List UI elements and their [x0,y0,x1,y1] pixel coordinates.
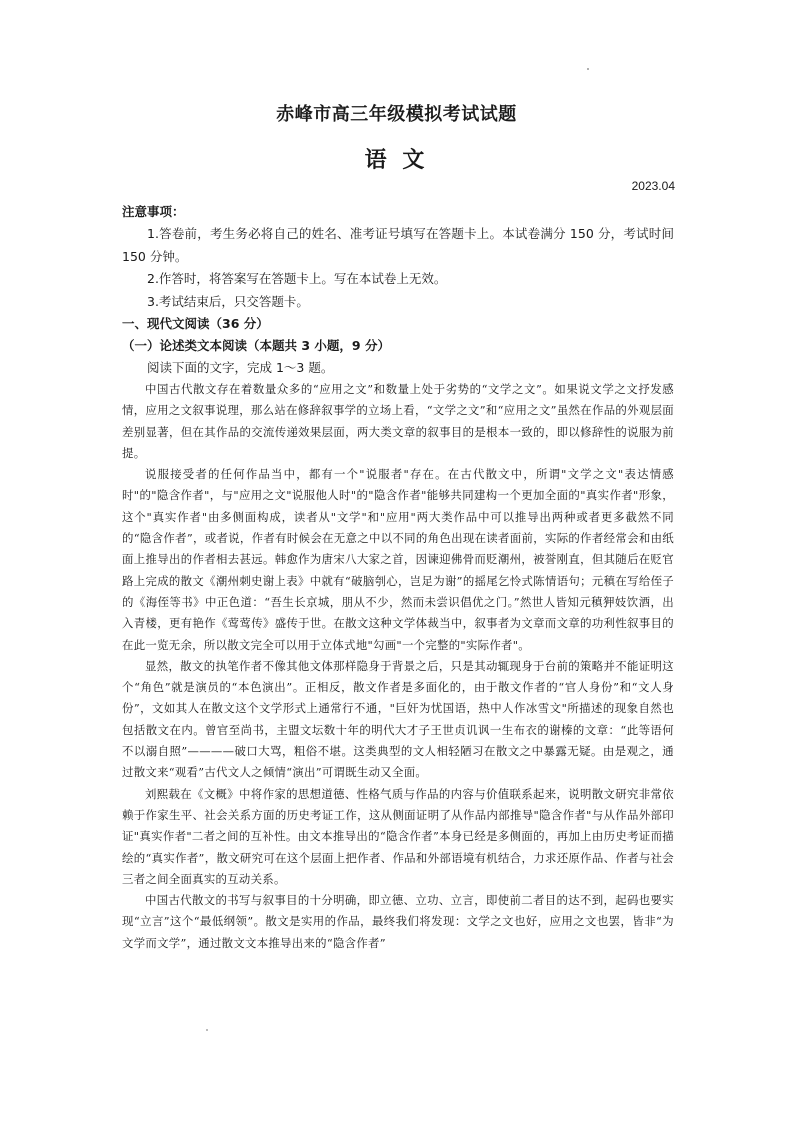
exam-title: 赤峰市高三年级模拟考试试题 [276,104,517,125]
passage-paragraph-1: 中国古代散文存在着数量众多的“应用之文”和数量上处于劣势的“文学之文”。如果说文学之文抒发感情，应用之文叙事说理，那么站在修辞叙事学的立场上看，“文学之文”和“应用之文”虽然在作品的外观层面差别显著，但在其作品的交流传递效果层面，两大类文章的叙事目的是根本一致的，即以修辞性的说服为前提。 [122,382,674,460]
section-heading: 一、现代文阅读（36 分） [122,316,269,331]
passage-paragraph-4: 刘熙载在《文概》中将作家的思想道德、性格气质与作品的内容与价值联系起来，说明散文研究非常依赖于作家生平、社会关系方面的历史考证工作，这从侧面证明了从作品内部推导"隐含作者"与从作品外部印证"真实作者"二者之间的互补性。由文本推导出的“隐含作者”本身已经是多侧面的，再加上由历史考证而描绘的“真实作者”，散文研究可在这个层面上把作者、作品和外部语境有机结合，力求还原作品、作者与社会三者之间全面真实的互动关系。 [122,786,674,886]
notice-item-3: 3.考试结束后，只交答题卡。 [147,293,309,309]
reading-instruction: 阅读下面的文字，完成 1～3 题。 [147,360,334,375]
scan-speck [587,68,589,70]
notice-heading: 注意事项： [122,204,185,219]
passage-paragraph-2: 说服接受者的任何作品当中，都有一个"说服者"存在。在古代散文中，所谓"文学之文"表达情感时"的"隐含作者"，与"应用之文"说服他人时"的"隐含作者"能够共同建构一个更加全面的"真实作者"形象，这个"真实作者"由多侧面构成，读者从"文学"和"应用"两大类作品中可以推导出两种或者更多截然不同的“隐含作者”，或者说，作者有时候会在无意之中以不同的角色出现在读者面前，实际的作者经常会和由纸面上推导出的作者相去甚远。韩愈作为唐宋八大家之首，因谏迎佛骨而贬潮州，被誉刚直，但其随后在贬官路上完成的散文《潮州刺史谢上表》中就有“破脑刳心，岂足为谢”的摇尾乞怜式陈情语句；元稹在写给侄子的《海侄等书》中正色道：“吾生长京城，朋从不少，然而未尝识倡优之门。”然世人皆知元稹狎妓饮酒，出入青楼，更有艳作《莺莺传》盛传于世。在散文这种文学体裁当中，叙事者为文章而文章的功利性叙事目的在此一览无余，所以散文完全可以用于立体式地"勾画"一个完整的"实际作者"。 [122,467,674,652]
notice-item-2: 2.作答时，将答案写在答题卡上。写在本试卷上无效。 [147,271,447,286]
scan-speck-bottom [206,1029,208,1031]
subject-title: 语 文 [364,148,429,173]
notice-item-1: 1.答卷前，考生务必将自己的姓名、准考证号填写在答题卡上。本试卷满分 150 分，考试时间 150 分钟。 [122,226,674,264]
exam-date: 2023.04 [631,179,675,193]
passage-paragraph-3: 显然，散文的执笔作者不像其他文体那样隐身于背景之后，只是其动辄现身于台前的策略并不能证明这个“角色”就是演员的“本色演出”。正相反，散文作者是多面化的，由于散文作者的“官人身份”和“文人身份”，文如其人在散文这个文学形式上通常行不通，"巨奸为忧国语，热中人作冰雪文"所描述的现象自然也包括散文在内。曾官至尚书，主盟文坛数十年的明代大才子王世贞讥讽一生布衣的谢榛的文章：“此等语何不以溺自照”————破口大骂，粗俗不堪。这类典型的文人相轻陋习在散文之中暴露无疑。由是观之，通过散文来“观看”古代文人之倾情“演出”可谓既生动又全面。 [122,658,674,780]
passage-paragraph-5: 中国古代散文的书写与叙事目的十分明确，即立德、立功、立言，即使前二者目的达不到，起码也要实现“立言”这个“最低纲领”。散文是实用的作品，最终我们将发现：文学之文也好，应用之文也罢，皆非“为文学而文学”，通过散文文本推导出来的“隐含作者” [122,893,674,950]
subsection-heading: （一）论述类文本阅读（本题共 3 小题，9 分） [122,338,390,353]
exam-content [122,201,674,954]
